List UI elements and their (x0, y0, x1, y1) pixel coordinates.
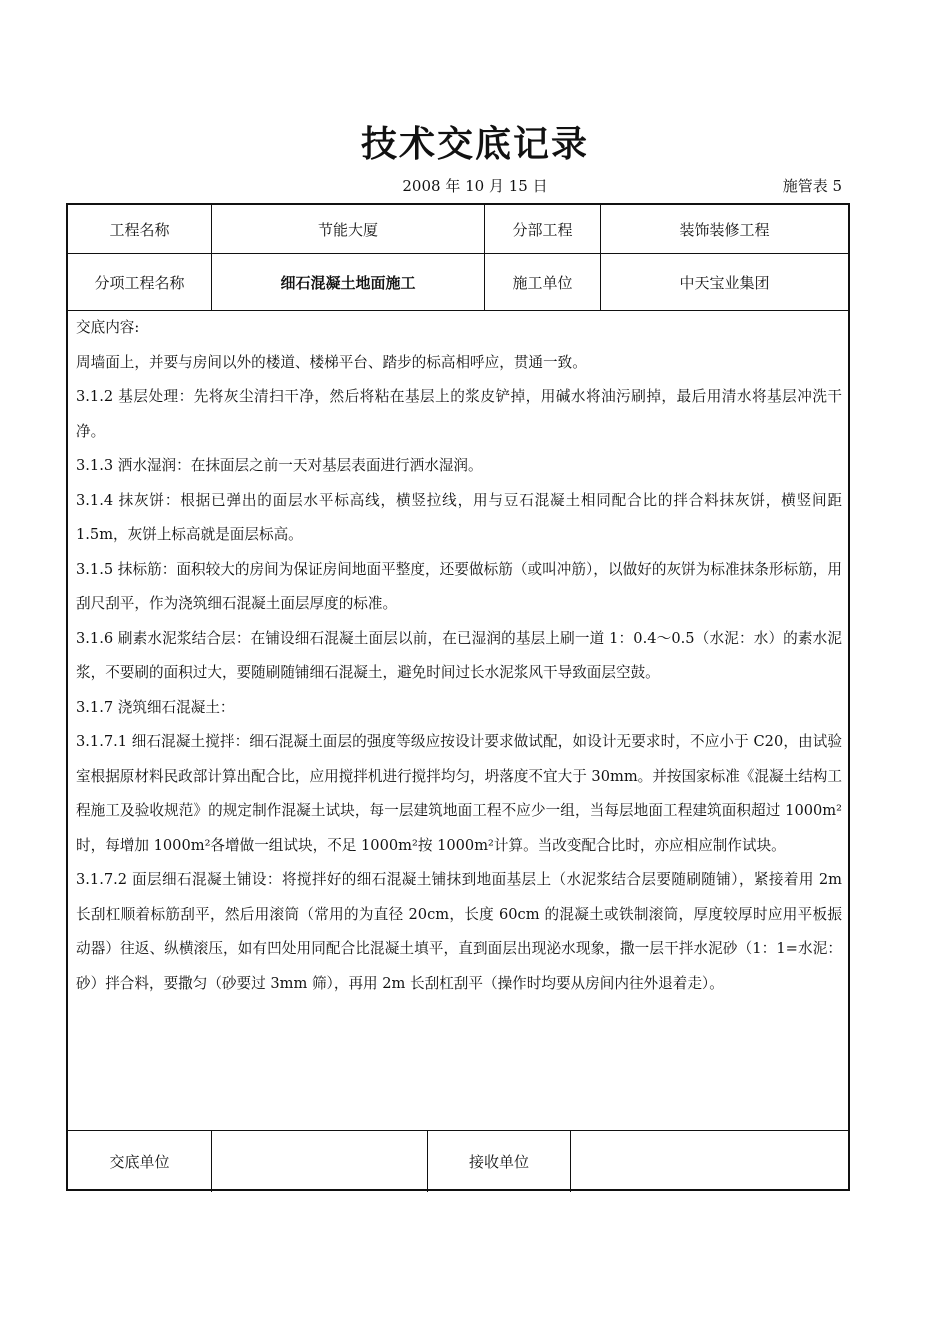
content-paragraph: 3.1.6 刷素水泥浆结合层：在铺设细石混凝土面层以前，在已湿润的基层上刷一道 1：0.4～0.5（水泥：水）的素水泥浆，不要刷的面积过大，要随刷随铺细石混凝土，避免时间过长水泥浆风干导致面层空鼓。 (76, 629, 842, 681)
receiver-unit-value[interactable] (570, 1131, 848, 1192)
content-paragraph: 3.1.7.2 面层细石混凝土铺设：将搅拌好的细石混凝土铺抹到地面基层上（水泥浆结合层要随刷随铺），紧接着用 2m 长刮杠顺着标筋刮平，然后用滚筒（常用的为直径 20cm，长度 60cm 的混凝土或铁制滚筒，厚度较厚时应用平板振动器）往返、纵横滚压，如有凹处用同配合比混凝土填平，直到面层出现泌水现象，撒一层干拌水泥砂（1：1=水泥：砂）拌合料，要撒匀（砂要过 3mm 筛），再用 2m 长刮杠刮平（操作时均要从房间内往外退着走）。 (76, 871, 842, 992)
contractor-label: 施工单位 (484, 254, 600, 310)
signature-row (68, 1130, 848, 1192)
document-title: 技术交底记录 (360, 124, 589, 165)
form-number: 施管表 5 (782, 177, 842, 195)
content-paragraph: 3.1.4 抹灰饼：根据已弹出的面层水平标高线，横竖拉线，用与豆石混凝土相同配合比的拌合料抹灰饼，横竖间距 1.5m，灰饼上标高就是面层标高。 (76, 491, 842, 543)
handover-content (76, 311, 842, 1129)
content-paragraph: 周墙面上，并要与房间以外的楼道、楼梯平台、踏步的标高相呼应，贯通一致。 (76, 353, 587, 371)
record-date: 2008 年 10 月 15 日 (402, 177, 548, 195)
project-name-label: 工程名称 (109, 220, 170, 239)
contractor-value: 中天宝业集团 (600, 254, 848, 310)
handover-unit-label: 交底单位 (109, 1153, 170, 1171)
content-paragraph: 3.1.7 浇筑细石混凝土： (76, 698, 235, 716)
division-label: 分部工程 (484, 205, 600, 253)
content-heading: 交底内容: (76, 319, 140, 336)
project-row (68, 205, 848, 254)
subitem-value: 细石混凝土地面施工 (211, 254, 484, 310)
division-value: 装饰装修工程 (600, 205, 848, 253)
content-paragraph: 3.1.5 抹标筋：面积较大的房间为保证房间地面平整度，还要做标筋（或叫冲筋），以做好的灰饼为标准抹条形标筋，用刮尺刮平，作为浇筑细石混凝土面层厚度的标准。 (76, 560, 842, 612)
content-paragraph: 3.1.2 基层处理：先将灰尘清扫干净，然后将粘在基层上的浆皮铲掉，用碱水将油污刷掉，最后用清水将基层冲洗干净。 (76, 388, 842, 440)
receiver-unit-label: 接收单位 (427, 1131, 570, 1192)
record-table (66, 203, 850, 1191)
project-name-value: 节能大厦 (211, 205, 484, 253)
handover-unit-value[interactable] (211, 1131, 427, 1192)
content-paragraph: 3.1.3 洒水湿润：在抹面层之前一天对基层表面进行洒水湿润。 (76, 457, 483, 474)
subitem-label: 分项工程名称 (94, 273, 185, 292)
content-paragraph: 3.1.7.1 细石混凝土搅拌：细石混凝土面层的强度等级应按设计要求做试配，如设计无要求时，不应小于 C20，由试验室根据原材料民政部计算出配合比，应用搅拌机进行搅拌均匀，坍落度不宜大于 30mm。并按国家标准《混凝土结构工程施工及验收规范》的规定制作混凝土试块，每一层建筑地面工程不应少一组，当每层地面工程建筑面积超过 1000m²时，每增加 1000m²各增做一组试块，不足 1000m²按 1000m²计算。当改变配合比时，亦应相应制作试块。 (76, 733, 842, 854)
subitem-row (68, 254, 848, 311)
